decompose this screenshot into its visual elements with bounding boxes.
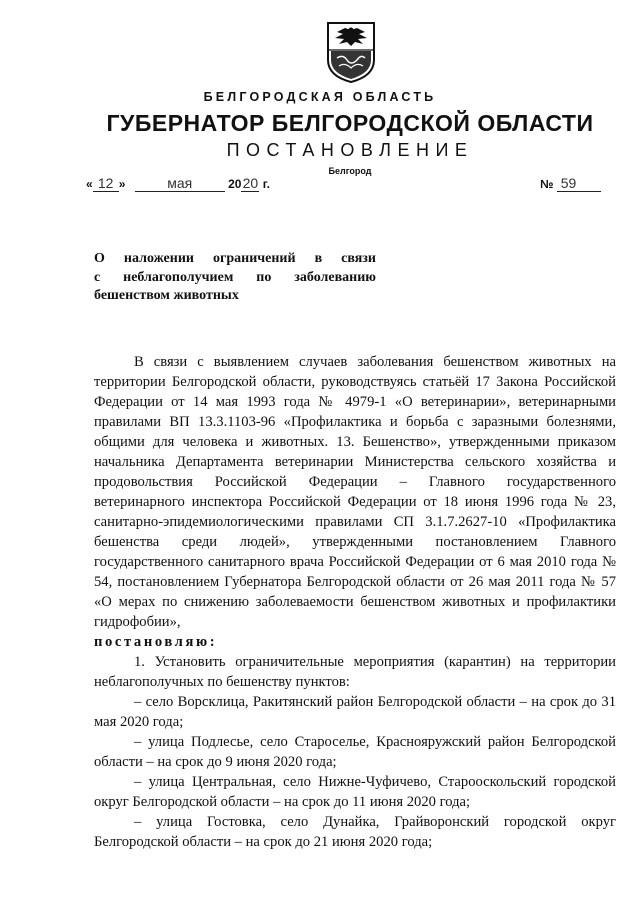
number-value: 59 (557, 175, 601, 192)
coat-of-arms-icon (325, 20, 377, 84)
quarantine-point: – село Ворсклица, Ракитянский район Белгородской области – на срок до 31 мая 2020 года; (94, 694, 616, 730)
region-name: БЕЛГОРОДСКАЯ ОБЛАСТЬ (203, 90, 437, 104)
date-month: мая (135, 175, 225, 192)
item-1: 1. Установить ограничительные мероприятия (карантин) на территории неблагополучных по бешенству пунктов: (94, 654, 616, 690)
date-close-quote: » (118, 177, 126, 191)
governor-title: ГУБЕРНАТОР БЕЛГОРОДСКОЙ ОБЛАСТИ (106, 110, 594, 136)
date-day: 12 (93, 175, 119, 192)
quarantine-point: – улица Центральная, село Нижне-Чуфичево, Старооскольский городской округ Белгородской области – на срок до 11 июня 2020 года; (94, 774, 616, 810)
subject-line: с неблагополучием по заболеванию (94, 269, 376, 285)
quarantine-point: – улица Подлесье, село Староселье, Краснояружский район Белгородской области – на срок до 9 июня 2020 года; (94, 734, 616, 770)
decree-number (540, 175, 601, 192)
subject-line: О наложении ограничений в связи (94, 251, 376, 266)
decree-date (86, 175, 270, 192)
document-type: ПОСТАНОВЛЕНИЕ (226, 140, 474, 160)
decrees-word: постановляю: (94, 634, 218, 650)
date-year-abbr: г. (262, 177, 270, 191)
date-year-prefix: 20 (228, 177, 242, 191)
number-label: № (540, 177, 554, 191)
decree-subject (94, 250, 376, 306)
preamble-paragraph: В связи с выявлением случаев заболевания бешенством животных на территории Белгородской области, руководствуясь статьёй 17 Закона Российской Федерации от 14 мая 1993 года № 4979-1 «О ветеринарии», ветеринарными правилами ВП 13.3.1103-96 «Профилактика и борьба с заразными болезнями, общими для человека и животных. 13. Бешенство», утвержденными приказом начальника Департамента ветеринарии Министерства сельского хозяйства и продовольствия Российской Федерации – Главного государственного ветеринарного инспектора Российской Федерации от 18 июня 1996 года № 23, санитарно-эпидемиологическими правилами СП 3.1.7.2627-10 «Профилактика бешенства среди людей», утвержденными постановлением Главного государственного санитарного врача Российской Федерации от 6 мая 2010 года № 54, постановлением Губернатора Белгородской области от 26 мая 2011 года № 57 «О мерах по снижению заболеваемости бешенством животных и профилактики гидрофобии», (94, 354, 616, 630)
date-open-quote: « (86, 177, 93, 191)
city-name: Белгород (328, 166, 372, 176)
date-year-suffix: 20 (242, 175, 259, 191)
quarantine-point: – улица Гостовка, село Дунайка, Грайворонский городской округ Белгородской области – на срок до 21 июня 2020 года; (94, 814, 616, 850)
subject-line: бешенством животных (94, 288, 239, 303)
decree-body (94, 352, 616, 852)
